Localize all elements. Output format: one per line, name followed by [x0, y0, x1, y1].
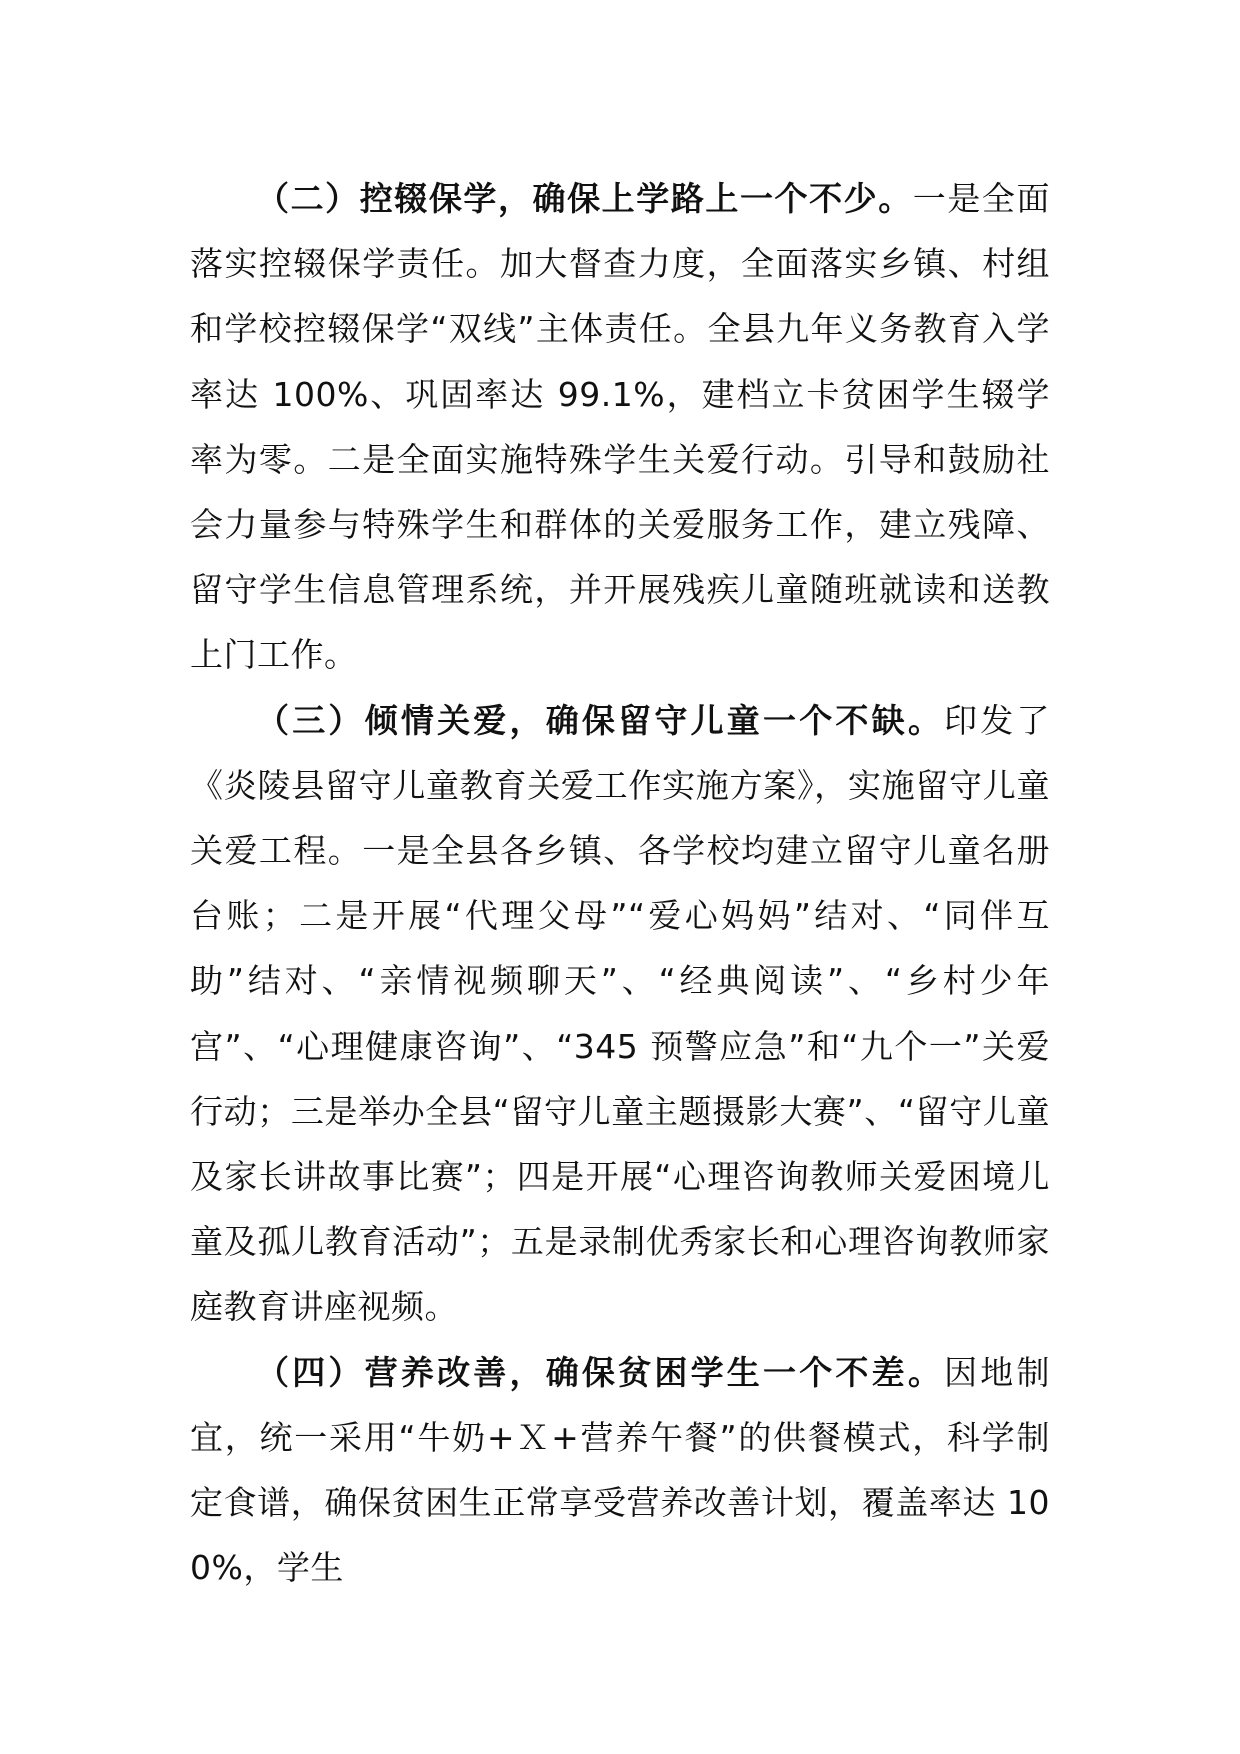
paragraph-dropout-control	[190, 166, 1050, 688]
paragraph-text: 因地制宜，统一采用“牛奶+Ｘ+营养午餐”的供餐模式，科学制定食谱，确保贫困生正常享受营养改善计划，覆盖率达 100%，学生	[190, 1352, 1051, 1588]
paragraph-text: 印发了《炎陵县留守儿童教育关爱工作实施方案》，实施留守儿童关爱工程。一是全县各乡镇、各学校均建立留守儿童名册台账；二是开展“代理父母”“爱心妈妈”结对、“同伴互助”结对、“亲情视频聊天”、“经典阅读”、“乡村少年宫”、“心理健康咨询”、“345 预警应急”和“九个一”关爱行动；三是举办全县“留守儿童主题摄影大赛”、“留守儿童及家长讲故事比赛”；四是开展“心理咨询教师关爱困境儿童及孤儿教育活动”；五是录制优秀家长和心理咨询教师家庭教育讲座视频。	[190, 700, 1051, 1327]
paragraph-heading: （二）控辍保学，确保上学路上一个不少。	[256, 179, 913, 218]
document-body	[190, 166, 1050, 1600]
paragraph-heading: （四）营养改善，确保贫困学生一个不差。	[256, 1352, 945, 1392]
paragraph-heading: （三）倾情关爱，确保留守儿童一个不缺。	[256, 700, 945, 740]
paragraph-text: 一是全面落实控辍保学责任。加大督查力度，全面落实乡镇、村组和学校控辍保学“双线”主体责任。全县九年义务教育入学率达 100%、巩固率达 99.1%，建档立卡贫困学生辍学率为零。二是全面实施特殊学生关爱行动。引导和鼓励社会力量参与特殊学生和群体的关爱服务工作，建立残障、留守学生信息管理系统，并开展残疾儿童随班就读和送教上门工作。	[190, 179, 1051, 675]
paragraph-nutrition	[190, 1340, 1050, 1601]
paragraph-left-behind-children	[190, 688, 1050, 1340]
